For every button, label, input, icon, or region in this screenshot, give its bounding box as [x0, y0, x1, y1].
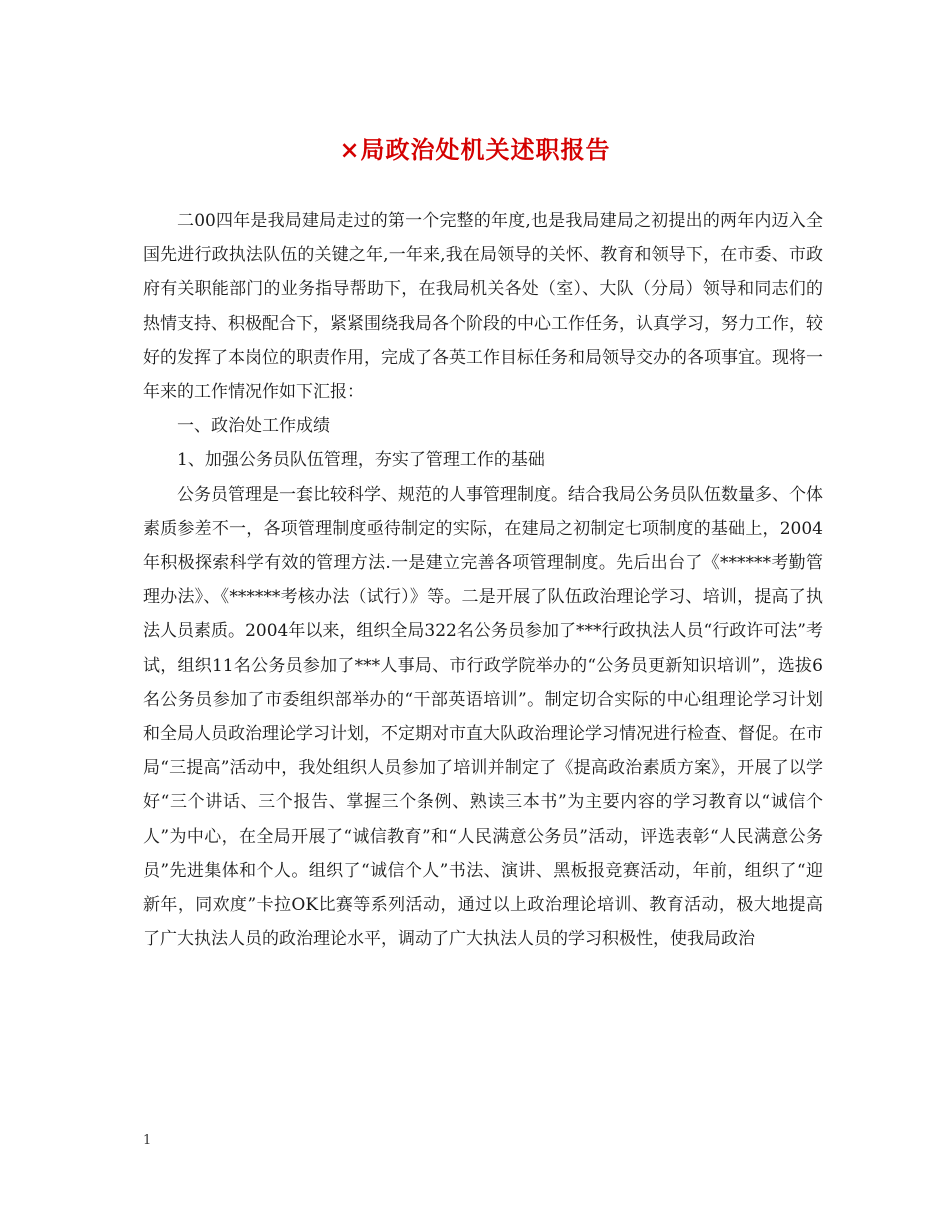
document-body	[143, 204, 823, 956]
page-number: 1	[143, 1133, 152, 1148]
document-title: ×局政治处机关述职报告	[339, 135, 611, 164]
section-heading: 一、政治处工作成绩	[177, 416, 330, 437]
paragraph-body: 公务员管理是一套比较科学、规范的人事管理制度。结合我局公务员队伍数量多、个体素质参差不一，各项管理制度亟待制定的实际，在建局之初制定七项制度的基础上，2004年积极探索科学有效的管理方法.一是建立完善各项管理制度。先后出台了《******考勤管理办法》、《******考核办法（试行）》等。二是开展了队伍政治理论学习、培训，提高了执法人员素质。2004年以来，组织全局322名公务员参加了***行政执法人员“行政许可法”考试，组织11名公务员参加了***人事局、市行政学院举办的“公务员更新知识培训”，选拔6名公务员参加了市委组织部举办的“干部英语培训”。制定切合实际的中心组理论学习计划和全局人员政治理论学习计划，不定期对市直大队政治理论学习情况进行检查、督促。在市局“三提高”活动中，我处组织人员参加了培训并制定了《提高政治素质方案》，开展了以学好“三个讲话、三个报告、掌握三个条例、熟读三本书”为主要内容的学习教育以“诚信个人”为中心，在全局开展了“诚信教育”和“人民满意公务员”活动，评选表彰“人民满意公务员”先进集体和个人。组织了“诚信个人”书法、演讲、黑板报竞赛活动，年前，组织了“迎新年，同欢度”卡拉OK比赛等系列活动，通过以上政治理论培训、教育活动，极大地提高了广大执法人员的政治理论水平，调动了广大执法人员的学习积极性，使我局政治	[143, 484, 823, 950]
subsection-heading: 1、加强公务员队伍管理，夯实了管理工作的基础	[177, 450, 545, 471]
paragraph-intro: 二00四年是我局建局走过的第一个完整的年度,也是我局建局之初提出的两年内迈入全国先进行政执法队伍的关键之年,一年来,我在局领导的关怀、教育和领导下，在市委、市政府有关职能部门的业务指导帮助下，在我局机关各处（室）、大队（分局）领导和同志们的热情支持、积极配合下，紧紧围绕我局各个阶段的中心工作任务，认真学习，努力工作，较好的发挥了本岗位的职责作用，完成了各英工作目标任务和局领导交办的各项事宜。现将一年来的工作情况作如下汇报：	[143, 211, 823, 403]
